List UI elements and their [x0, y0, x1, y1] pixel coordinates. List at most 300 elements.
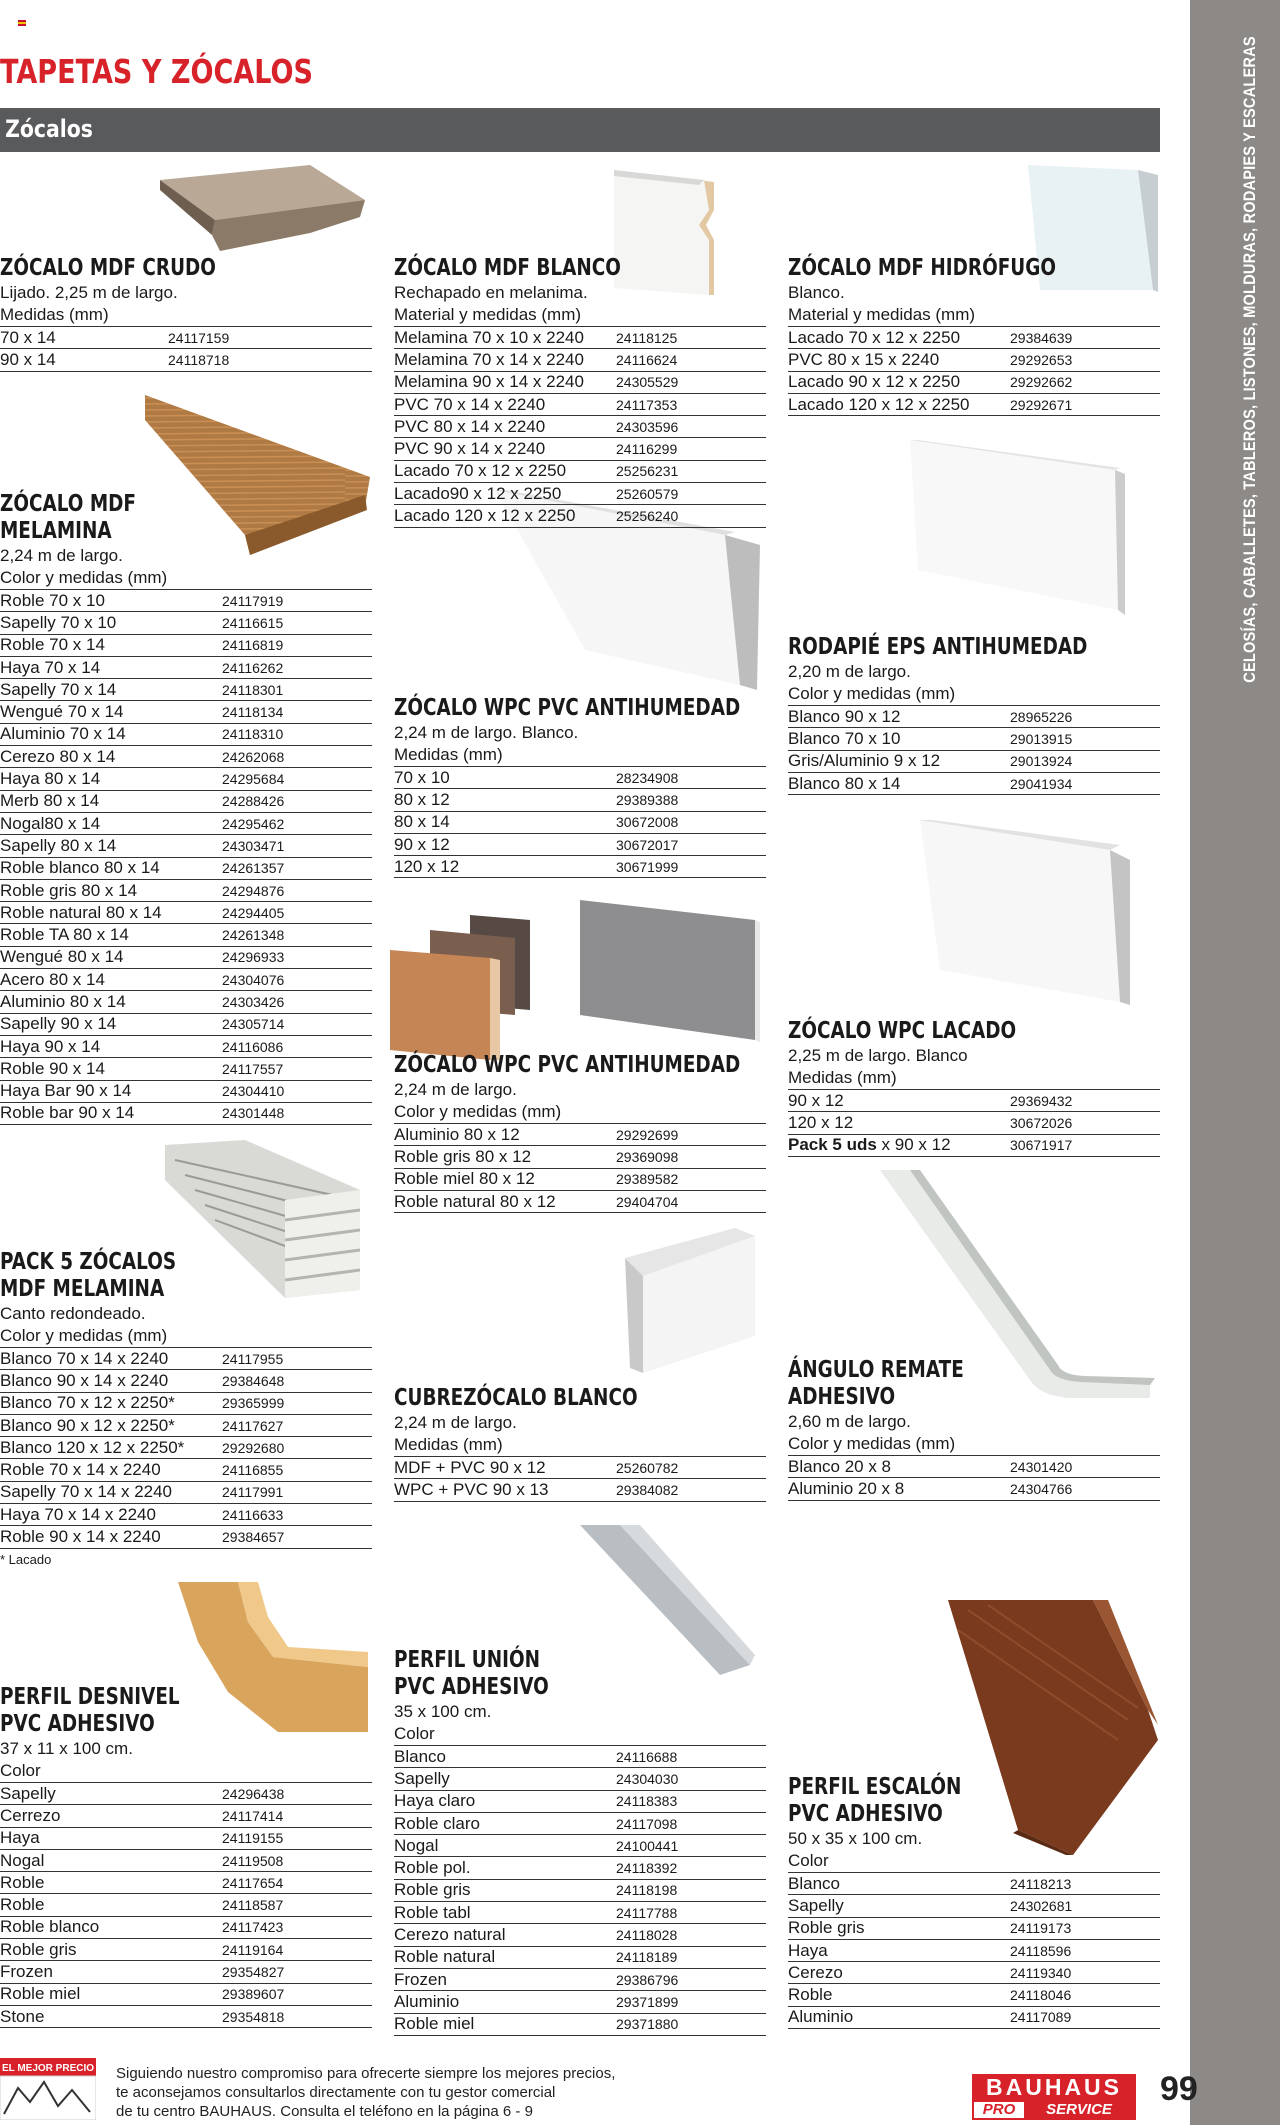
spec-row — [394, 1479, 766, 1501]
spec-row — [788, 1895, 1160, 1917]
product-title: ÁNGULO REMATE ADHESIVO — [788, 1357, 964, 1410]
spec-row — [0, 724, 372, 746]
article-code: 29371899 — [616, 1993, 679, 2010]
spec-row — [788, 728, 1160, 750]
article-code: 29384648 — [222, 1372, 285, 1389]
spec-name: Roble — [0, 1872, 45, 1892]
article-code: 24295462 — [222, 815, 285, 832]
article-code: 24119340 — [1010, 1964, 1072, 1981]
spec-name: Blanco 90 x 14 x 2240 — [0, 1370, 169, 1390]
spec-row — [394, 1991, 766, 2013]
spec-row — [394, 1169, 766, 1191]
product-description: 2,24 m de largo. — [394, 1413, 517, 1432]
spec-table — [394, 1456, 766, 1502]
spec-row — [788, 349, 1160, 371]
badge-label: EL MEJOR PRECIO — [1, 2063, 95, 2074]
spec-name: Haya — [0, 1828, 40, 1848]
spec-row — [788, 372, 1160, 394]
spec-row — [394, 1969, 766, 1991]
spec-name: PVC 90 x 14 x 2240 — [394, 439, 546, 459]
spec-header: Color y medidas (mm) — [0, 568, 168, 587]
spec-name: Roble claro — [394, 1813, 480, 1833]
spec-row — [0, 1504, 372, 1526]
spec-name: Roble gris — [0, 1939, 77, 1959]
article-code: 24116624 — [616, 351, 678, 368]
spec-row — [0, 969, 372, 991]
product-description: 2,25 m de largo. Blanco — [788, 1046, 968, 1065]
article-code: 24117991 — [222, 1484, 284, 1501]
spec-row — [788, 1940, 1160, 1962]
spec-row — [788, 1984, 1160, 2006]
spec-header: Color y medidas (mm) — [788, 684, 956, 703]
spec-name: Nogal — [394, 1835, 439, 1855]
spec-table — [394, 766, 766, 878]
spec-name: Roble gris — [788, 1918, 865, 1938]
side-category-label: CELOSÍAS, CABALLETES, TABLEROS, LISTONES, MOLDURAS, RODAPIES Y ESCALERAS — [1240, 36, 1259, 683]
spec-row — [0, 1828, 372, 1850]
spec-name: Roble natural 80 x 12 — [394, 1191, 556, 1211]
article-code: 24118213 — [1010, 1875, 1072, 1892]
spec-name: Roble 70 x 10 — [0, 590, 105, 610]
article-code: 24303426 — [222, 993, 285, 1010]
spec-row — [394, 1924, 766, 1946]
article-code: 30671999 — [616, 858, 679, 875]
spec-row — [788, 1918, 1160, 1940]
product-title: PACK 5 ZÓCALOS MDF MELAMINA — [0, 1249, 177, 1302]
product-description: 37 x 11 x 100 cm. — [0, 1739, 133, 1758]
spec-row — [0, 1058, 372, 1080]
spec-row — [0, 1961, 372, 1983]
article-code: 29041934 — [1010, 775, 1073, 792]
spec-row — [394, 1746, 766, 1768]
spec-name: 90 x 12 — [788, 1090, 844, 1110]
spec-row — [394, 1124, 766, 1146]
section-header — [0, 108, 1160, 152]
spec-name: Lacado 70 x 12 x 2250 — [394, 461, 567, 481]
spec-row — [0, 1393, 372, 1415]
product-title: ZÓCALO MDF HIDRÓFUGO — [788, 255, 1056, 281]
spec-row — [0, 1939, 372, 1961]
spec-row — [0, 657, 372, 679]
spec-table — [0, 326, 372, 372]
page-number: 99 — [1160, 2070, 1198, 2108]
spec-name: Roble gris — [394, 1880, 471, 1900]
article-code: 24117353 — [616, 396, 678, 413]
spec-row — [394, 2014, 766, 2036]
article-code: 30671917 — [1010, 1137, 1073, 1154]
article-code: 29292680 — [222, 1439, 285, 1456]
spec-table — [394, 1745, 766, 2036]
article-code: 25256240 — [616, 508, 679, 525]
spec-row — [0, 1370, 372, 1392]
spec-name: Frozen — [394, 1969, 447, 1989]
spec-table — [394, 326, 766, 528]
spec-row — [394, 834, 766, 856]
spec-name: Blanco 90 x 12 — [788, 706, 901, 726]
article-code: 24100441 — [616, 1837, 679, 1854]
article-code: 24301420 — [1010, 1458, 1073, 1475]
article-code: 29013915 — [1010, 730, 1073, 747]
spec-table — [788, 1455, 1160, 1501]
spec-row — [0, 991, 372, 1013]
spec-name: Melamina 90 x 14 x 2240 — [394, 372, 584, 392]
spec-name: Nogal80 x 14 — [0, 813, 101, 833]
spec-name: Haya 70 x 14 — [0, 657, 101, 677]
spec-name: 80 x 12 — [394, 789, 450, 809]
spec-row — [0, 902, 372, 924]
product-zocalo-mdf-hidrofugo — [788, 255, 1160, 416]
spec-row — [0, 1783, 372, 1805]
spec-name: Sapelly 70 x 14 x 2240 — [0, 1482, 173, 1502]
article-code: 24118718 — [168, 351, 230, 368]
article-code: 24116633 — [222, 1506, 284, 1523]
spec-row — [0, 880, 372, 902]
spec-name: Haya 80 x 14 — [0, 769, 101, 789]
spec-name: Roble natural 80 x 14 — [0, 902, 162, 922]
product-description: 2,60 m de largo. — [788, 1412, 911, 1431]
spec-row — [0, 947, 372, 969]
zocalo-wpc-lacado-image — [920, 820, 1130, 1005]
spec-name: WPC + PVC 90 x 13 — [394, 1479, 549, 1499]
spec-row — [0, 1103, 372, 1125]
spec-name: Roble gris 80 x 12 — [394, 1146, 532, 1166]
spec-row — [0, 1437, 372, 1459]
article-code: 24117557 — [222, 1060, 284, 1077]
footer-line: Siguiendo nuestro compromiso para ofrecerte siempre los mejores precios, — [116, 2065, 616, 2082]
spec-row — [0, 1850, 372, 1872]
article-code: 24117423 — [222, 1919, 284, 1936]
spec-row — [0, 1984, 372, 2006]
product-description: 2,24 m de largo. — [0, 546, 123, 565]
spec-name: 70 x 14 — [0, 327, 56, 347]
spec-row — [0, 612, 372, 634]
spec-name: Blanco 90 x 12 x 2250* — [0, 1415, 175, 1435]
product-title: ZÓCALO MDF MELAMINA — [0, 491, 136, 544]
spec-row — [394, 461, 766, 483]
spec-row — [788, 394, 1160, 416]
spec-row — [394, 1857, 766, 1879]
article-code: 24118392 — [616, 1860, 678, 1877]
spec-name: Roble 90 x 14 — [0, 1058, 105, 1078]
spec-row — [0, 1917, 372, 1939]
spec-row — [0, 327, 372, 349]
pro-label: PRO — [982, 2101, 1016, 2118]
spec-row — [394, 812, 766, 834]
article-code: 24117919 — [222, 592, 284, 609]
spec-row — [394, 349, 766, 371]
article-code: 24118301 — [222, 681, 284, 698]
product-description: Canto redondeado. — [0, 1304, 146, 1323]
spec-row — [0, 1482, 372, 1504]
spec-header: Medidas (mm) — [0, 305, 109, 324]
spec-name: Roble 70 x 14 x 2240 — [0, 1460, 161, 1480]
spec-row — [0, 791, 372, 813]
spec-row — [394, 483, 766, 505]
spec-row — [394, 1902, 766, 1924]
spec-name: Cerezo natural — [394, 1925, 506, 1945]
article-code: 28965226 — [1010, 708, 1073, 725]
spec-row — [788, 706, 1160, 728]
spec-name: Aluminio — [788, 2007, 854, 2027]
spec-name: Merb 80 x 14 — [0, 791, 100, 811]
spec-name: Sapelly — [394, 1768, 450, 1788]
spec-name: Roble 90 x 14 x 2240 — [0, 1527, 161, 1547]
spec-name: Lacado 70 x 12 x 2250 — [788, 327, 961, 347]
article-code: 24301448 — [222, 1105, 285, 1122]
spec-name: Sapelly — [0, 1783, 56, 1803]
spec-row — [394, 1813, 766, 1835]
footer-line: te aconsejamos consultarlos directamente con tu gestor comercial — [116, 2084, 556, 2101]
bauhaus-logo — [972, 2074, 1136, 2120]
spec-name: MDF + PVC 90 x 12 — [394, 1457, 546, 1477]
product-cubrezocalo-blanco — [394, 1385, 766, 1502]
spec-name: Sapelly 70 x 14 — [0, 679, 117, 699]
spec-name: 70 x 10 — [394, 767, 450, 787]
article-code: 29369432 — [1010, 1092, 1073, 1109]
article-code: 29389582 — [616, 1171, 679, 1188]
product-description: 2,24 m de largo. — [394, 1080, 517, 1099]
spec-row — [0, 1872, 372, 1894]
spec-name: PVC 80 x 14 x 2240 — [394, 416, 546, 436]
spec-name: Blanco 70 x 12 x 2250* — [0, 1393, 175, 1413]
article-code: 24118383 — [616, 1793, 678, 1810]
spec-name: Blanco 120 x 12 x 2250* — [0, 1437, 185, 1457]
article-code: 25260782 — [616, 1459, 679, 1476]
spec-row — [0, 858, 372, 880]
spec-name: Roble tabl — [394, 1902, 471, 1922]
article-code: 24296438 — [222, 1785, 285, 1802]
spec-table — [0, 589, 372, 1125]
article-code: 30672008 — [616, 814, 679, 831]
spec-name: Frozen — [0, 1962, 53, 1982]
spec-row — [394, 1835, 766, 1857]
spec-table — [788, 326, 1160, 416]
product-description: 35 x 100 cm. — [394, 1702, 492, 1721]
article-code: 24116262 — [222, 659, 284, 676]
article-code: 24117654 — [222, 1874, 284, 1891]
spec-name: Roble — [0, 1895, 45, 1915]
article-code: 24261348 — [222, 927, 285, 944]
article-code: 24118125 — [616, 329, 678, 346]
spec-name: Aluminio 70 x 14 — [0, 724, 126, 744]
product-description: Lijado. 2,25 m de largo. — [0, 283, 178, 302]
spec-row — [394, 767, 766, 789]
spec-row — [788, 773, 1160, 795]
spec-row — [0, 1081, 372, 1103]
spec-name: Nogal — [0, 1850, 45, 1870]
article-code: 29386796 — [616, 1971, 679, 1988]
spec-row — [0, 1459, 372, 1481]
spec-row — [788, 751, 1160, 773]
product-description: Blanco. — [788, 283, 845, 302]
product-title: ZÓCALO MDF CRUDO — [0, 255, 216, 281]
spec-name: Roble 70 x 14 — [0, 635, 105, 655]
article-code: 24118198 — [616, 1882, 678, 1899]
spec-name: Aluminio 20 x 8 — [788, 1478, 905, 1498]
article-code: 24118046 — [1010, 1987, 1072, 2004]
spec-name: Melamina 70 x 10 x 2240 — [394, 327, 584, 347]
article-code: 30672017 — [616, 836, 679, 853]
spec-name: Sapelly — [788, 1895, 844, 1915]
article-code: 29384639 — [1010, 329, 1073, 346]
product-title: PERFIL UNIÓN PVC ADHESIVO — [394, 1647, 549, 1700]
spec-table — [394, 1123, 766, 1213]
spec-name: Roble blanco — [0, 1917, 100, 1937]
spec-row — [788, 1456, 1160, 1478]
product-description: Rechapado en melanima. — [394, 283, 588, 302]
spec-header: Color — [0, 1761, 41, 1780]
spec-name: 90 x 12 — [394, 834, 450, 854]
spec-name: Lacado 120 x 12 x 2250 — [394, 506, 576, 526]
spec-name: Sapelly 90 x 14 — [0, 1014, 117, 1034]
spec-header: Color y medidas (mm) — [0, 1326, 168, 1345]
article-code: 24296933 — [222, 949, 285, 966]
zocalo-mdf-crudo-image — [160, 165, 370, 260]
article-code: 24117627 — [222, 1417, 284, 1434]
spec-name: Wengué 70 x 14 — [0, 702, 124, 722]
spec-row — [0, 590, 372, 612]
article-code: 29371880 — [616, 2016, 679, 2033]
article-code: 24116688 — [616, 1748, 678, 1765]
spec-name: Stone — [0, 2006, 45, 2026]
spec-name: Roble pol. — [394, 1858, 471, 1878]
spec-row — [394, 394, 766, 416]
product-title: PERFIL DESNIVEL PVC ADHESIVO — [0, 1684, 180, 1737]
article-code: 29292671 — [1010, 396, 1073, 413]
spec-header: Medidas (mm) — [394, 1435, 503, 1454]
spec-row — [394, 1191, 766, 1213]
spec-row — [394, 505, 766, 527]
article-code: 29354827 — [222, 1964, 285, 1981]
flag-icon — [18, 20, 26, 28]
article-code: 29404704 — [616, 1193, 679, 1210]
bauhaus-wordmark: BAUHAUS — [972, 2074, 1136, 2100]
article-code: 24262068 — [222, 748, 285, 765]
spec-name: Haya Bar 90 x 14 — [0, 1081, 132, 1101]
article-code: 29389388 — [616, 791, 679, 808]
spec-name: Acero 80 x 14 — [0, 969, 105, 989]
product-description: 2,20 m de largo. — [788, 662, 911, 681]
article-code: 24117089 — [1010, 2009, 1072, 2026]
article-code: 24302681 — [1010, 1897, 1073, 1914]
spec-row — [0, 1415, 372, 1437]
article-code: 24117414 — [222, 1807, 284, 1824]
spec-name: Haya claro — [394, 1791, 476, 1811]
spec-name: Roble miel — [0, 1984, 81, 2004]
article-code: 24119155 — [222, 1830, 284, 1847]
article-code: 24288426 — [222, 793, 285, 810]
article-code: 24117955 — [222, 1350, 284, 1367]
spec-name: Cerezo — [788, 1962, 843, 1982]
service-label: SERVICE — [1024, 2102, 1134, 2118]
spec-name: Cerrezo — [0, 1805, 61, 1825]
article-code: 24118587 — [222, 1897, 284, 1914]
product-title: ZÓCALO WPC LACADO — [788, 1018, 1017, 1044]
article-code: 25256231 — [616, 463, 679, 480]
spec-row — [0, 2006, 372, 2028]
article-code: 24117788 — [616, 1904, 678, 1921]
article-code: 29365999 — [222, 1395, 285, 1412]
article-code: 24119173 — [1010, 1920, 1072, 1937]
article-code: 29369098 — [616, 1148, 679, 1165]
spec-row — [788, 1962, 1160, 1984]
product-description: 2,24 m de largo. Blanco. — [394, 723, 579, 742]
product-perfil-desnivel — [0, 1684, 372, 2028]
product-note: * Lacado — [0, 1551, 52, 1567]
article-code: 28234908 — [616, 769, 679, 786]
spec-row — [788, 327, 1160, 349]
article-code: 24305529 — [616, 374, 679, 391]
article-code: 29292653 — [1010, 351, 1073, 368]
spec-name: Gris/Aluminio 9 x 12 — [788, 751, 941, 771]
spec-row — [394, 416, 766, 438]
spec-name: Lacado 120 x 12 x 2250 — [788, 394, 970, 414]
article-code: 24118310 — [222, 726, 284, 743]
spec-row — [0, 1526, 372, 1548]
spec-name: Blanco 20 x 8 — [788, 1456, 892, 1476]
article-code: 24294405 — [222, 904, 285, 921]
spec-name: 90 x 14 — [0, 349, 56, 369]
spec-name: Blanco — [788, 1873, 840, 1893]
article-code: 29013924 — [1010, 753, 1073, 770]
article-code: 29384657 — [222, 1529, 285, 1546]
spec-row — [788, 1873, 1160, 1895]
spec-name: Melamina 70 x 14 x 2240 — [394, 349, 584, 369]
article-code: 24295684 — [222, 771, 285, 788]
product-title: PERFIL ESCALÓN PVC ADHESIVO — [788, 1774, 962, 1827]
product-zocalo-wpc-antihumedad-color — [394, 1052, 766, 1213]
product-zocalo-mdf-crudo — [0, 255, 372, 372]
spec-name: Roble miel 80 x 12 — [394, 1169, 535, 1189]
product-title: CUBREZÓCALO BLANCO — [394, 1385, 638, 1411]
spec-row — [788, 1478, 1160, 1500]
spec-name: PVC 70 x 14 x 2240 — [394, 394, 546, 414]
spec-name: 80 x 14 — [394, 812, 450, 832]
article-code: 24116819 — [222, 637, 284, 654]
product-title: ZÓCALO MDF BLANCO — [394, 255, 621, 281]
article-code: 29292662 — [1010, 374, 1073, 391]
spec-table — [788, 1089, 1160, 1157]
article-code: 24303471 — [222, 837, 285, 854]
spec-header: Color — [788, 1851, 829, 1870]
product-title: ZÓCALO WPC PVC ANTIHUMEDAD — [394, 1052, 741, 1078]
spec-row — [0, 349, 372, 371]
spec-name: Roble — [788, 1985, 833, 2005]
section-title: Zócalos — [5, 115, 93, 143]
product-pack-5-zocalos — [0, 1249, 372, 1567]
spec-name: Wengué 80 x 14 — [0, 947, 124, 967]
article-code: 24116299 — [616, 441, 678, 458]
spec-name: Roble TA 80 x 14 — [0, 925, 129, 945]
spec-row — [0, 1014, 372, 1036]
mejor-precio-badge — [0, 2058, 96, 2120]
article-code: 24119508 — [222, 1852, 284, 1869]
article-code: 24303596 — [616, 418, 679, 435]
cubrezocalo-blanco-image — [625, 1228, 760, 1373]
spec-row — [394, 789, 766, 811]
spec-row — [394, 856, 766, 878]
spec-header: Material y medidas (mm) — [394, 305, 582, 324]
spec-name: 120 x 12 — [788, 1112, 854, 1132]
spec-name: Blanco 80 x 14 — [788, 773, 901, 793]
product-perfil-escalon — [788, 1774, 1160, 2029]
spec-row — [0, 1894, 372, 1916]
spec-name: Sapelly 70 x 10 — [0, 612, 117, 632]
article-code: 24118596 — [1010, 1942, 1072, 1959]
spec-row — [0, 1805, 372, 1827]
article-code: 24117159 — [168, 329, 230, 346]
spec-header: Color y medidas (mm) — [788, 1434, 956, 1453]
